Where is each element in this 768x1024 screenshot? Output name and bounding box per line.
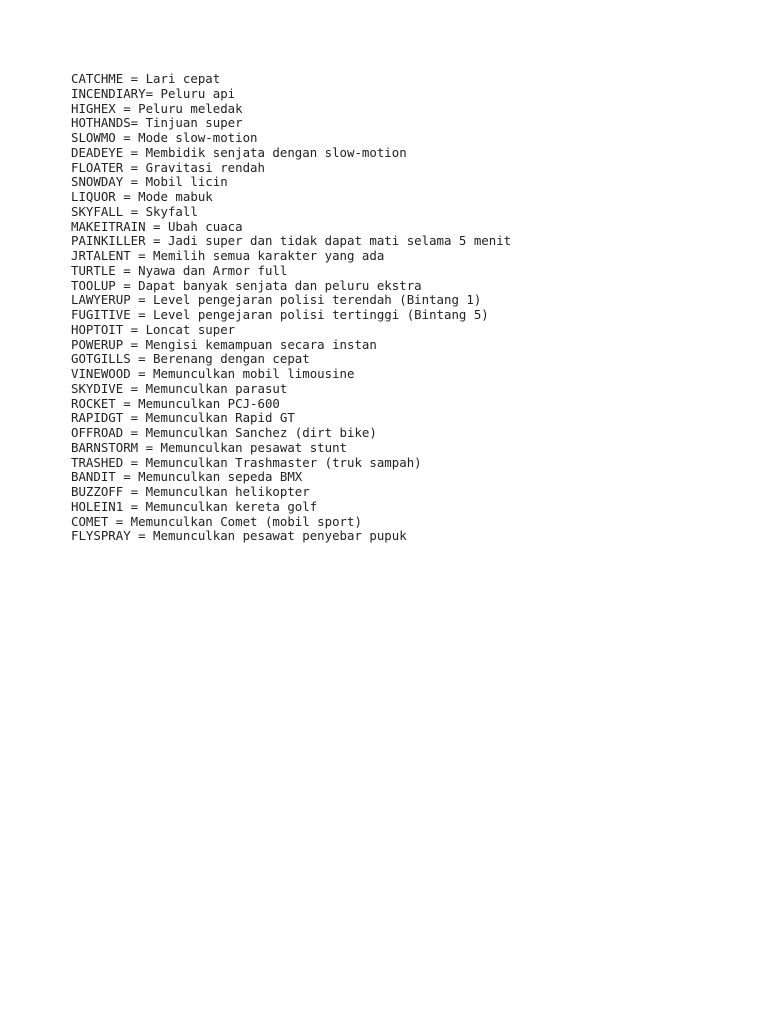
list-item: INCENDIARY= Peluru api bbox=[71, 85, 236, 101]
list-item: TOOLUP = Dapat banyak senjata dan peluru ekstra bbox=[71, 277, 422, 293]
list-item: DEADEYE = Membidik senjata dengan slow-motion bbox=[71, 144, 407, 160]
list-item: POWERUP = Mengisi kemampuan secara instan bbox=[71, 336, 377, 352]
list-item: VINEWOOD = Memunculkan mobil limousine bbox=[71, 366, 355, 381]
list-item: SLOWMO = Mode slow-motion bbox=[71, 130, 258, 145]
list-item: GOTGILLS = Berenang dengan cepat bbox=[71, 351, 310, 367]
list-item: HOLEIN1 = Memunculkan kereta golf bbox=[71, 498, 318, 514]
list-item: LIQUOR = Mode mabuk bbox=[71, 189, 213, 204]
list-item: JRTALENT = Memilih semua karakter yang ada bbox=[71, 248, 385, 263]
list-item: HIGHEX = Peluru meledak bbox=[71, 100, 243, 116]
list-item: MAKEITRAIN = Ubah cuaca bbox=[71, 218, 243, 234]
list-item: RAPIDGT = Memunculkan Rapid GT bbox=[71, 410, 295, 426]
list-item: FUGITIVE = Level pengejaran polisi tertinggi (Bintang 5) bbox=[71, 307, 489, 322]
list-item: LAWYERUP = Level pengejaran polisi terendah (Bintang 1) bbox=[71, 292, 482, 308]
list-item: FLOATER = Gravitasi rendah bbox=[71, 159, 265, 175]
list-item: HOPTOIT = Loncat super bbox=[71, 321, 236, 337]
list-item: OFFROAD = Memunculkan Sanchez (dirt bike) bbox=[71, 425, 377, 440]
list-item: HOTHANDS= Tinjuan super bbox=[71, 115, 243, 131]
cheat-code-list bbox=[71, 72, 511, 544]
list-item: CATCHME = Lari cepat bbox=[71, 71, 221, 86]
list-item: SNOWDAY = Mobil licin bbox=[71, 174, 228, 190]
list-item: BUZZOFF = Memunculkan helikopter bbox=[71, 484, 310, 499]
list-item: FLYSPRAY = Memunculkan pesawat penyebar pupuk bbox=[71, 528, 407, 544]
list-item: BANDIT = Memunculkan sepeda BMX bbox=[71, 469, 303, 485]
list-item: TRASHED = Memunculkan Trashmaster (truk sampah) bbox=[71, 454, 422, 470]
list-item: BARNSTORM = Memunculkan pesawat stunt bbox=[71, 439, 348, 455]
list-item: SKYDIVE = Memunculkan parasut bbox=[71, 380, 288, 396]
list-item: COMET = Memunculkan Comet (mobil sport) bbox=[71, 513, 362, 529]
list-item: SKYFALL = Skyfall bbox=[71, 203, 198, 219]
list-item: PAINKILLER = Jadi super dan tidak dapat mati selama 5 menit bbox=[71, 233, 512, 249]
list-item: ROCKET = Memunculkan PCJ-600 bbox=[71, 395, 280, 411]
list-item: TURTLE = Nyawa dan Armor full bbox=[71, 262, 288, 278]
